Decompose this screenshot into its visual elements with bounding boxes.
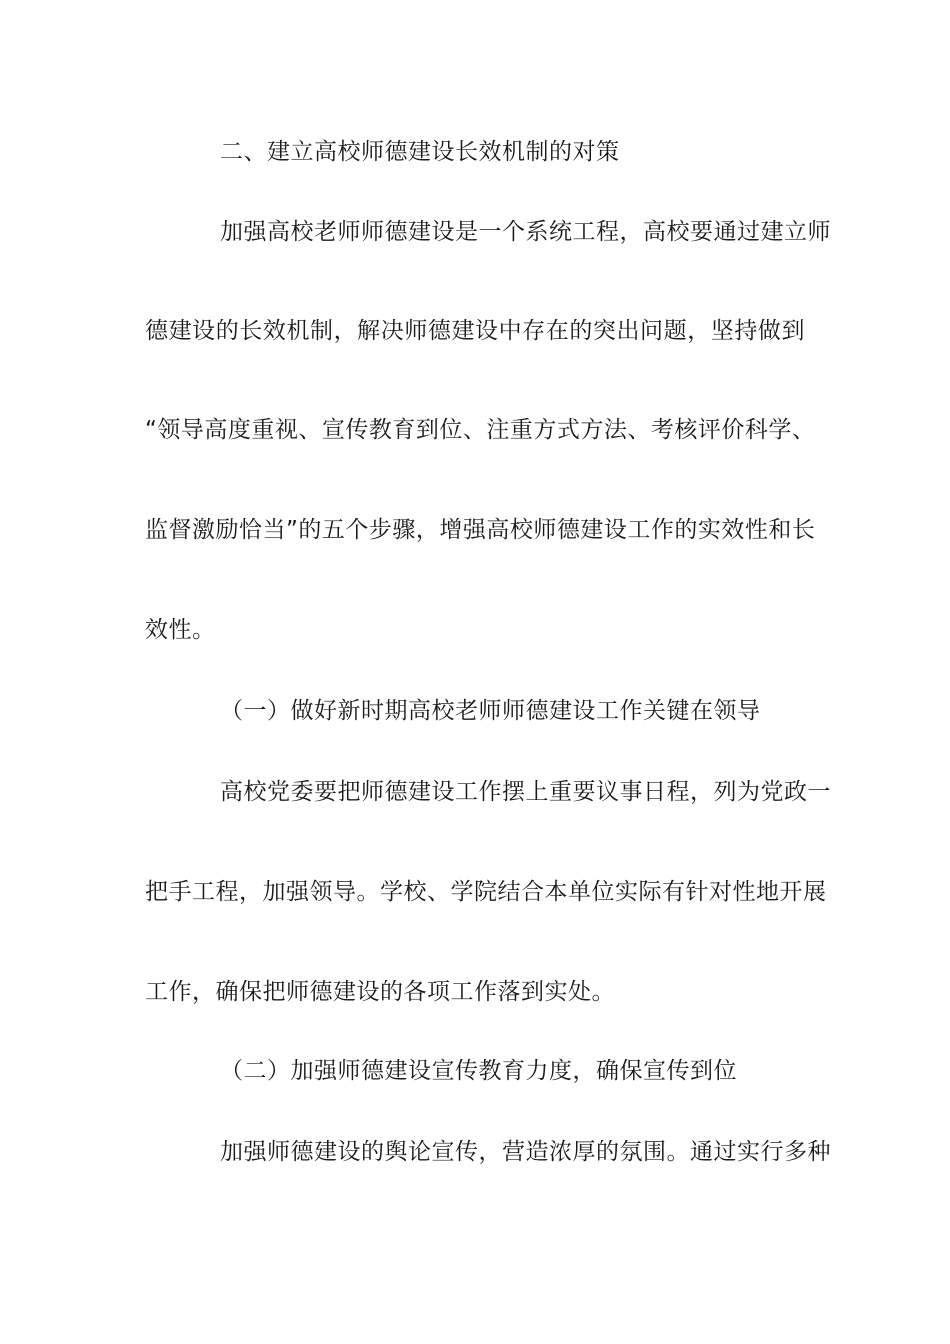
paragraph-line: 监督激励恰当”的五个步骤，增强高校师德建设工作的实效性和长: [145, 517, 816, 543]
paragraph-line: 加强师德建设的舆论宣传，营造浓厚的氛围。通过实行多种: [220, 1139, 831, 1165]
paragraph-line: “领导高度重视、宣传教育到位、注重方式方法、考核评价科学、: [145, 417, 816, 443]
paragraph-line: 把手工程，加强领导。学校、学院结合本单位实际有针对性地开展: [145, 879, 827, 905]
subsection-heading: （一）做好新时期高校老师师德建设工作关键在领导: [220, 698, 761, 724]
subsection-heading: （二）加强师德建设宣传教育力度，确保宣传到位: [220, 1058, 737, 1084]
paragraph-line: 德建设的长效机制，解决师德建设中存在的突出问题，坚持做到: [145, 318, 805, 344]
paragraph-line: 高校党委要把师德建设工作摆上重要议事日程，列为党政一: [220, 779, 831, 805]
paragraph-line: 工作，确保把师德建设的各项工作落到实处。: [145, 979, 615, 1005]
paragraph-line: 加强高校老师师德建设是一个系统工程，高校要通过建立师: [220, 219, 831, 245]
paragraph-line: 效性。: [145, 617, 216, 643]
section-heading: 二、建立高校师德建设长效机制的对策: [220, 139, 620, 165]
